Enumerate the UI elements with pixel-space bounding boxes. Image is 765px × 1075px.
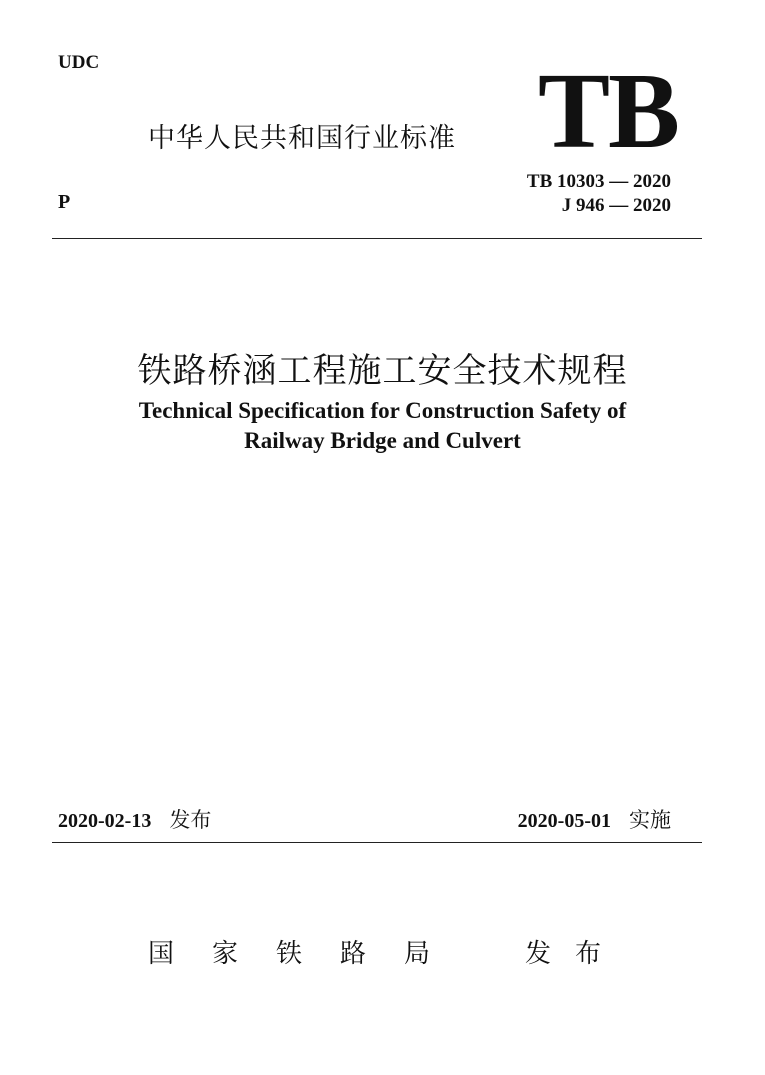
implementation-date-block [518, 804, 671, 834]
issue-date-block [58, 804, 211, 834]
issue-label: 发布 [169, 808, 212, 832]
title-chinese: 铁路桥涵工程施工安全技术规程 [137, 351, 628, 391]
implementation-label: 实施 [629, 808, 671, 832]
top-divider [52, 238, 702, 239]
standard-type: 中华人民共和国行业标准 [148, 123, 456, 154]
title-english [0, 396, 765, 456]
issue-date: 2020-02-13 [58, 810, 152, 832]
implementation-date: 2020-05-01 [517, 810, 611, 832]
publish-label: 发布 [525, 939, 626, 969]
udc-label: UDC [58, 52, 100, 73]
title-english-line1: Technical Specification for Construction Safety of [138, 398, 627, 423]
publisher-name: 国家铁路局 [148, 939, 469, 969]
standard-number: TB 10303 — 2020 [526, 171, 671, 192]
category-code: P [58, 191, 71, 213]
tb-logo: TB [538, 52, 679, 171]
bottom-divider [52, 842, 702, 843]
standard-numbers [527, 170, 671, 218]
title-english-line2: Railway Bridge and Culvert [244, 428, 521, 453]
record-number: J 946 — 2020 [561, 195, 671, 216]
